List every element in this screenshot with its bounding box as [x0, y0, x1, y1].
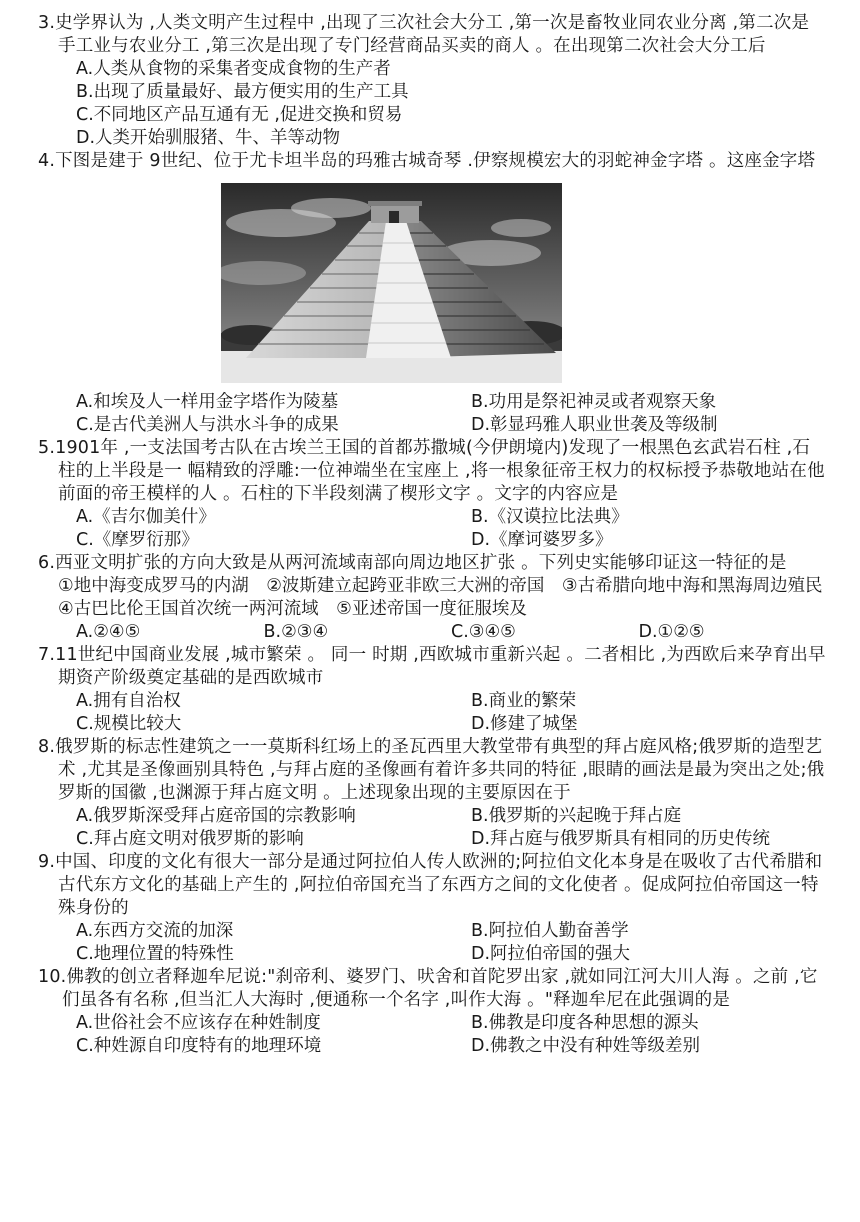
option-d: D.拜占庭与俄罗斯具有相同的历史传统: [471, 829, 771, 849]
question-text: 1901年 ,一支法国考古队在古埃兰王国的首都苏撒城(今伊朗境内)发现了一根黑色玄武岩石柱 ,石柱的上半段是一 幅精致的浮雕:一位神端坐在宝座上 ,将一根象征帝王权力的权标授予恭敬地站在他前面的帝王模样的人 。石柱的下半段刻满了楔形文字 。文字的内容应是: [55, 438, 825, 504]
question-number: 4.: [38, 151, 56, 171]
options: [76, 805, 826, 851]
options: [76, 621, 826, 644]
statement-list: ①地中海变成罗马的内湖 ②波斯建立起跨亚非欧三大洲的帝国 ③古希腊向地中海和黑海周边殖民 ④古巴比伦王国首次统一两河流域 ⑤亚述帝国一度征服埃及: [58, 576, 841, 619]
options: [76, 506, 826, 552]
question-stem: [38, 736, 826, 805]
option-a: A.②④⑤: [76, 622, 141, 642]
question-text: 中国、印度的文化有很大一部分是通过阿拉伯人传人欧洲的;阿拉伯文化本身是在吸收了古代希腊和古代东方文化的基础上产生的 ,阿拉伯帝国充当了东西方之间的文化使者 。促成阿拉伯帝国这一特殊身份的: [55, 852, 823, 918]
question-stem: [38, 851, 826, 920]
option-c: C.《摩罗衍那》: [76, 530, 199, 550]
question-text: 11世纪中国商业发展 ,城市繁荣 。 同一 时期 ,西欧城市重新兴起 。二者相比 ,为西欧后来孕育出早期资产阶级奠定基础的是西欧城市: [55, 645, 826, 688]
question-stem: [38, 150, 826, 173]
question-text: 佛教的创立者释迦牟尼说:"刹帝利、婆罗门、吠舍和首陀罗出家 ,就如同江河大川人海 。之前 ,它们虽各有名称 ,但当汇人大海时 ,便通称一个名字 ,叫作大海 。"释迦牟尼在此强调的是: [62, 967, 818, 1010]
option-d: D.人类开始驯服猪、牛、羊等动物: [76, 128, 341, 148]
option-c: C.规模比较大: [76, 714, 182, 734]
option-a: A.世俗社会不应该存在种姓制度: [76, 1013, 321, 1033]
option-d: D.阿拉伯帝国的强大: [471, 944, 631, 964]
option-a: A.拥有自治权: [76, 691, 181, 711]
options: [76, 1012, 826, 1058]
question-text: 史学界认为 ,人类文明产生过程中 ,出现了三次社会大分工 ,第一次是畜牧业同农业分离 ,第二次是手工业与农业分工 ,第三次是出现了专门经营商品买卖的商人 。在出现第二次社会大分工后: [55, 13, 810, 56]
options: [76, 391, 826, 437]
question-stem: [38, 552, 826, 575]
question-number: 8.: [38, 737, 56, 757]
option-d: D.彰显玛雅人职业世袭及等级制: [471, 415, 718, 435]
option-d: D.修建了城堡: [471, 714, 578, 734]
option-b: B.功用是祭祀神灵或者观察天象: [471, 392, 717, 412]
option-b: B.②③④: [263, 622, 329, 642]
option-b: B.阿拉伯人勤奋善学: [471, 921, 629, 941]
option-b: B.出现了质量最好、最方便实用的生产工具: [76, 82, 409, 102]
question-stem: [38, 644, 826, 690]
option-b: B.佛教是印度各种思想的源头: [471, 1013, 699, 1033]
question-number: 10.: [38, 967, 67, 987]
question-5: [38, 437, 826, 552]
option-d: D.《摩诃婆罗多》: [471, 530, 613, 550]
question-stem: [38, 12, 826, 58]
question-text: 西亚文明扩张的方向大致是从两河流域南部向周边地区扩张 。下列史实能够印证这一特征的是: [55, 553, 787, 573]
question-6: [38, 552, 841, 644]
question-number: 3.: [38, 13, 56, 33]
question-10: [38, 966, 826, 1058]
question-9: [38, 851, 826, 966]
question-4: [38, 150, 826, 173]
question-number: 7.: [38, 645, 56, 665]
option-d: D.①②⑤: [638, 622, 705, 642]
question-number: 5.: [38, 438, 56, 458]
pyramid-photo: [221, 183, 562, 383]
options: [76, 58, 826, 150]
options: [76, 690, 826, 736]
option-a: A.《吉尔伽美什》: [76, 507, 216, 527]
option-c: C.地理位置的特殊性: [76, 944, 234, 964]
question-8: [38, 736, 826, 851]
question-text: 俄罗斯的标志性建筑之一一莫斯科红场上的圣瓦西里大教堂带有典型的拜占庭风格;俄罗斯的造型艺术 ,尤其是圣像画别具特色 ,与拜占庭的圣像画有着许多共同的特征 ,眼睛的画法是最为突出之处;俄罗斯的国徽 ,也渊源于拜占庭文明 。上述现象出现的主要原因在于: [55, 737, 825, 803]
question-text: 下图是建于 9世纪、位于尤卡坦半岛的玛雅古城奇琴 .伊察规模宏大的羽蛇神金字塔 。这座金字塔: [55, 151, 816, 171]
option-b: B.商业的繁荣: [471, 691, 577, 711]
question-stem: [38, 966, 826, 1012]
option-c: C.是古代美洲人与洪水斗争的成果: [76, 415, 339, 435]
option-c: C.拜占庭文明对俄罗斯的影响: [76, 829, 304, 849]
exam-page: [0, 12, 860, 1058]
question-3: [38, 12, 826, 150]
question-number: 6.: [38, 553, 56, 573]
options: [76, 920, 826, 966]
option-c: C.种姓源自印度特有的地理环境: [76, 1036, 322, 1056]
question-7: [38, 644, 826, 736]
option-a: A.东西方交流的加深: [76, 921, 234, 941]
question-stem: [38, 437, 826, 506]
option-d: D.佛教之中没有种姓等级差别: [471, 1036, 701, 1056]
question-4-options: [38, 391, 826, 437]
question-number: 9.: [38, 852, 56, 872]
option-a: A.和埃及人一样用金字塔作为陵墓: [76, 392, 339, 412]
option-b: B.俄罗斯的兴起晚于拜占庭: [471, 806, 682, 826]
option-c: C.不同地区产品互通有无 ,促进交换和贸易: [76, 105, 403, 125]
option-a: A.人类从食物的采集者变成食物的生产者: [76, 59, 391, 79]
option-c: C.③④⑤: [451, 622, 516, 642]
option-b: B.《汉谟拉比法典》: [471, 507, 629, 527]
option-a: A.俄罗斯深受拜占庭帝国的宗教影响: [76, 806, 356, 826]
